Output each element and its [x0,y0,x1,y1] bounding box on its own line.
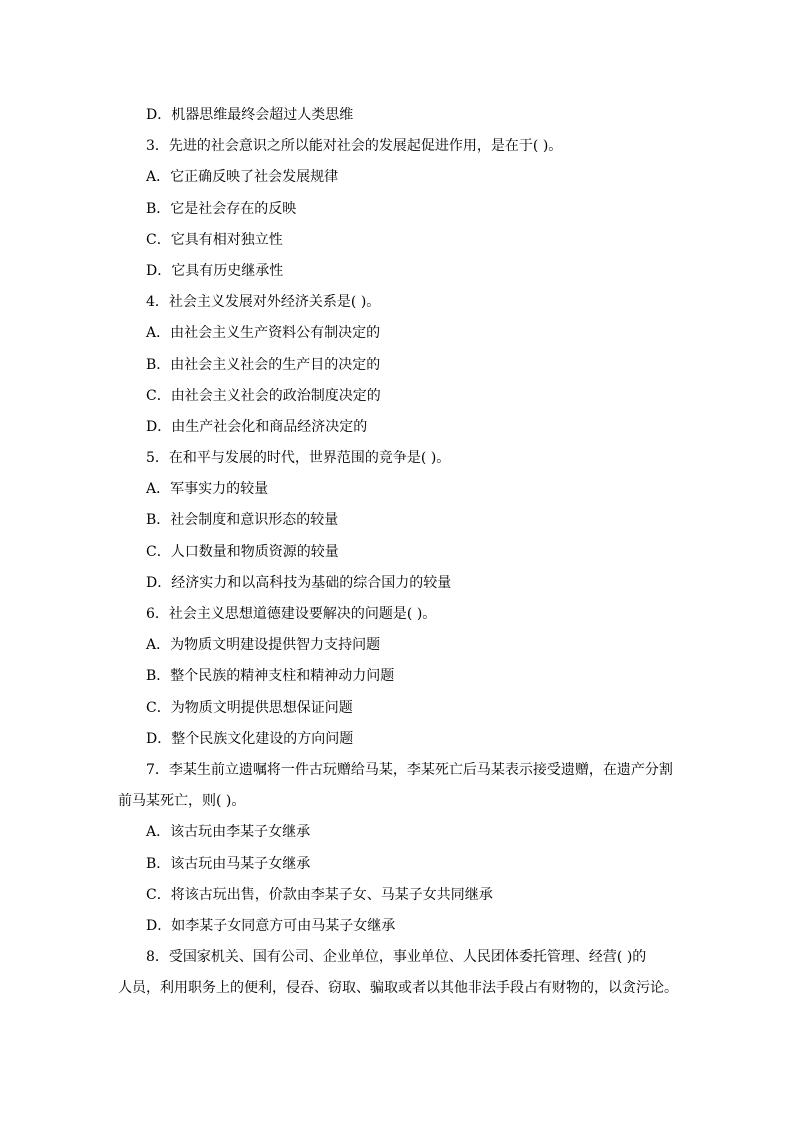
answer-option: A．该古玩由李某子女继承 [146,824,311,841]
answer-option: D．机器思维最终会超过人类思维 [146,107,354,123]
answer-option: B．社会制度和意识形态的较量 [146,512,339,529]
answer-option: D．它具有历史继承性 [146,262,284,279]
answer-option: B．整个民族的精神支柱和精神动力问题 [146,668,395,685]
question-stem: 5．在和平与发展的时代，世界范围的竞争是( )。 [146,450,451,467]
answer-option: C．由社会主义社会的政治制度决定的 [146,387,381,404]
question-stem: 3．先进的社会意识之所以能对社会的发展起促进作用，是在于( )。 [146,138,563,155]
answer-option: B．由社会主义社会的生产目的决定的 [146,356,381,373]
answer-option: D．经济实力和以高科技为基础的综合国力的较量 [146,574,452,591]
question-stem: 4．社会主义发展对外经济关系是( )。 [146,294,381,311]
question-stem: 7．李某生前立遗嘱将一件古玩赠给马某，李某死亡后马某表示接受遗赠，在遗产分割 [146,761,673,778]
answer-option: D．由生产社会化和商品经济决定的 [146,418,368,435]
answer-option: C．它具有相对独立性 [146,231,283,248]
question-stem: 8．受国家机关、国有公司、企业单位，事业单位、人民团体委托管理、经营( )的 [146,949,647,966]
question-list [118,100,678,1004]
answer-option: A．由社会主义生产资料公有制决定的 [146,325,381,342]
answer-option: D．如李某子女同意方可由马某子女继承 [146,917,396,934]
answer-option: B．它是社会存在的反映 [146,200,297,217]
answer-option: A．它正确反映了社会发展规律 [146,169,339,186]
answer-option: A．军事实力的较量 [146,481,269,498]
answer-option: C．为物质文明提供思想保证问题 [146,699,353,716]
answer-option: C．将该古玩出售，价款由李某子女、马某子女共同继承 [146,886,493,903]
question-stem-continuation: 人员，利用职务上的便利，侵吞、窃取、骗取或者以其他非法手段占有财物的，以贪污论。 [118,980,678,997]
answer-option: C．人口数量和物质资源的较量 [146,543,339,560]
answer-option: B．该古玩由马某子女继承 [146,855,311,872]
question-stem-continuation: 前马某死亡，则( )。 [118,793,246,810]
answer-option: A．为物质文明建设提供智力支持问题 [146,637,381,654]
answer-option: D．整个民族文化建设的方向问题 [146,730,354,747]
question-stem: 6．社会主义思想道德建设要解决的问题是( )。 [146,606,437,622]
